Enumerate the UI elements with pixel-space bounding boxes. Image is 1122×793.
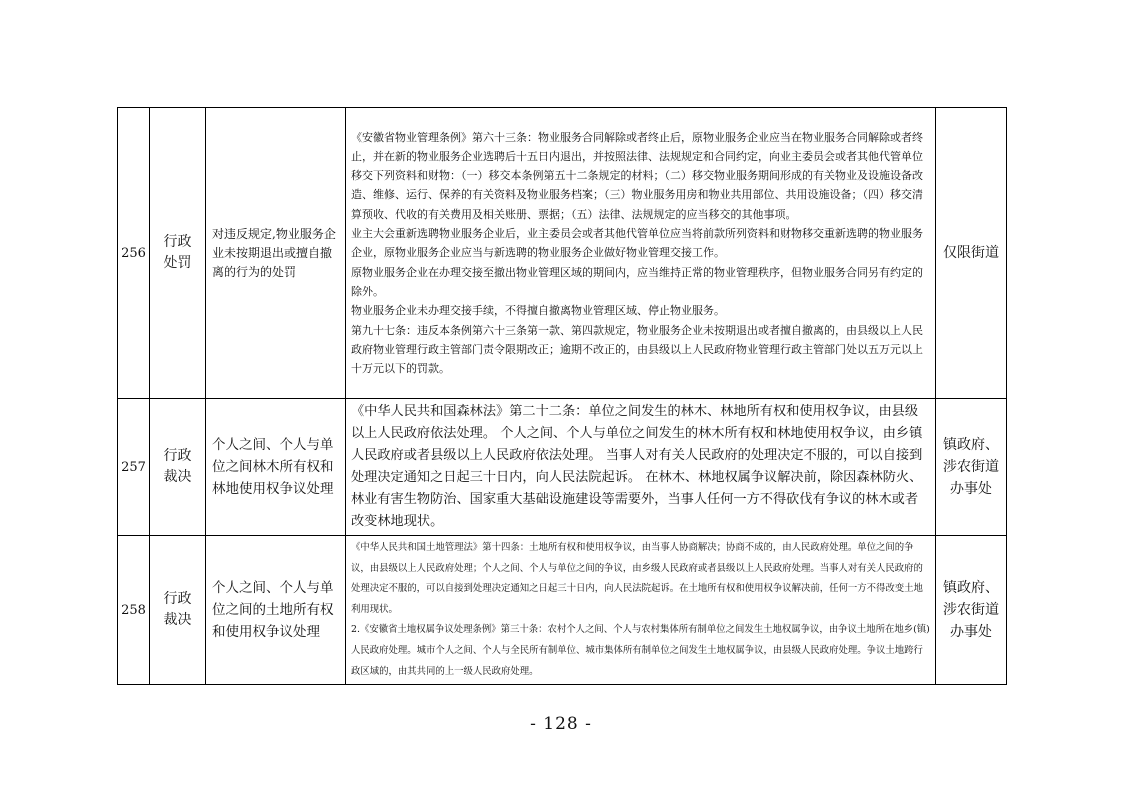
scope-line: 办事处	[950, 481, 992, 497]
item-line: 对违反规定,物业服务企	[212, 226, 336, 241]
scope-cell	[936, 399, 1007, 536]
table-row	[118, 108, 1007, 399]
scope-cell	[936, 536, 1007, 685]
row-number: 257	[118, 399, 150, 536]
category-line: 行政	[163, 234, 192, 250]
category-line: 裁决	[163, 612, 192, 629]
scope-line: 涉农街道	[943, 602, 999, 619]
basis-paragraph: 第九十七条：违反本条例第六十三条第一款、第四款规定，物业服务企业未按期退出或者擅自撤离的，由县级以上人民政府物业管理行政主管部门责令限期改正；逾期不改正的，由县级以上人民政府物业管理行政主管部门处以五万元以上十万元以下的罚款。	[351, 323, 923, 376]
item-name-cell	[206, 399, 346, 536]
basis-paragraph: 《中华人民共和国土地管理法》第十四条：土地所有权和使用权争议，由当事人协商解决；协商不成的，由人民政府处理。单位之间的争议，由县级以上人民政府处理；个人之间、个人与单位之间的争议，由乡级人民政府或者县级以上人民政府处理。当事人对有关人民政府的处理决定不服的，可以自接到处理决定通知之日起三十日内，向人民法院起诉。在土地所有权和使用权争议解决前，任何一方不得改变土地利用现状。	[351, 542, 923, 615]
scope-line: 办事处	[950, 624, 992, 641]
category-cell	[150, 399, 206, 536]
legal-basis-cell	[346, 399, 936, 536]
row-number: 256	[118, 108, 150, 399]
basis-paragraph: 2.《安徽省土地权属争议处理条例》第三十条：农村个人之间、个人与农村集体所有制单位之间发生土地权属争议，由争议土地所在地乡(镇)人民政府处理。城市个人之间、个人与全民所有制单位、城市集体所有制单位之间发生土地权属争议，由县级人民政府处理。争议土地跨行政区域的，由其共同的上一级人民政府处理。	[351, 624, 930, 677]
scope-line: 涉农街道	[943, 459, 999, 475]
basis-paragraph: 《安徽省物业管理条例》第六十三条：物业服务合同解除或者终止后，原物业服务企业应当在物业服务合同解除或者终止，并在新的物业服务企业选聘后十五日内退出，并按照法律、法规规定和合同约定，向业主委员会或者其他代管单位移交下列资料和财物：（一）移交本条例第五十二条规定的材料；（二）移交物业服务期间形成的有关物业及设施设备改造、维修、运行、保养的有关资料及物业服务档案；（三）物业服务用房和物业共用部位、共用设施设备；（四）移交清算预收、代收的有关费用及相关账册、票据；（五）法律、法规规定的应当移交的其他事项。	[351, 130, 923, 221]
item-line: 离的行为的处罚	[212, 264, 297, 279]
category-line: 处罚	[163, 255, 192, 271]
scope-line: 镇政府、	[943, 437, 999, 453]
row-number: 258	[118, 536, 150, 685]
page-number: - 128 -	[530, 714, 592, 734]
item-line: 和使用权争议处理	[212, 624, 320, 641]
category-line: 裁决	[163, 469, 192, 485]
category-cell	[150, 108, 206, 399]
category-line: 行政	[163, 448, 192, 464]
basis-paragraph: 《中华人民共和国森林法》第二十二条：单位之间发生的林木、林地所有权和使用权争议，由县级以上人民政府依法处理。 个人之间、个人与单位之间发生的林木所有权和林地使用权争议，由乡镇人民政府或者县级以上人民政府依法处理。 当事人对有关人民政府的处理决定不服的，可以自接到处理决定通知之日起三十日内，向人民法院起诉。 在林木、林地权属争议解决前，除因森林防火、林业有害生物防治、国家重大基础设施建设等需要外，当事人任何一方不得砍伐有争议的林木或者改变林地现状。	[351, 404, 923, 529]
item-line: 林地使用权争议处理	[212, 481, 334, 497]
legal-basis-cell	[346, 108, 936, 399]
scope-cell	[936, 108, 1007, 399]
basis-paragraph: 业主大会重新选聘物业服务企业后，业主委员会或者其他代管单位应当将前款所列资料和财物移交重新选聘的物业服务企业，原物业服务企业应当与新选聘的物业服务企业做好物业管理交接工作。	[351, 227, 923, 260]
category-line: 行政	[163, 591, 192, 608]
item-line: 位之间林木所有权和	[212, 459, 334, 475]
basis-paragraph: 物业服务企业未办理交接手续，不得擅自撤离物业管理区域、停止物业服务。	[351, 304, 725, 318]
table-row	[118, 399, 1007, 536]
item-line: 个人之间、个人与单	[212, 580, 334, 597]
item-name-cell	[206, 536, 346, 685]
scope-line: 镇政府、	[943, 580, 999, 597]
scope-line: 仅限街道	[943, 245, 999, 261]
legal-basis-cell	[346, 536, 936, 685]
basis-paragraph: 原物业服务企业在办理交接至撤出物业管理区域的期间内，应当维持正常的物业管理秩序，但物业服务合同另有约定的除外。	[351, 265, 923, 298]
item-line: 业未按期退出或擅自撤	[212, 245, 333, 260]
item-line: 个人之间、个人与单	[212, 437, 334, 453]
permission-table	[117, 107, 1007, 685]
item-line: 位之间的土地所有权	[212, 602, 334, 619]
table-row	[118, 536, 1007, 685]
category-cell	[150, 536, 206, 685]
item-name-cell	[206, 108, 346, 399]
